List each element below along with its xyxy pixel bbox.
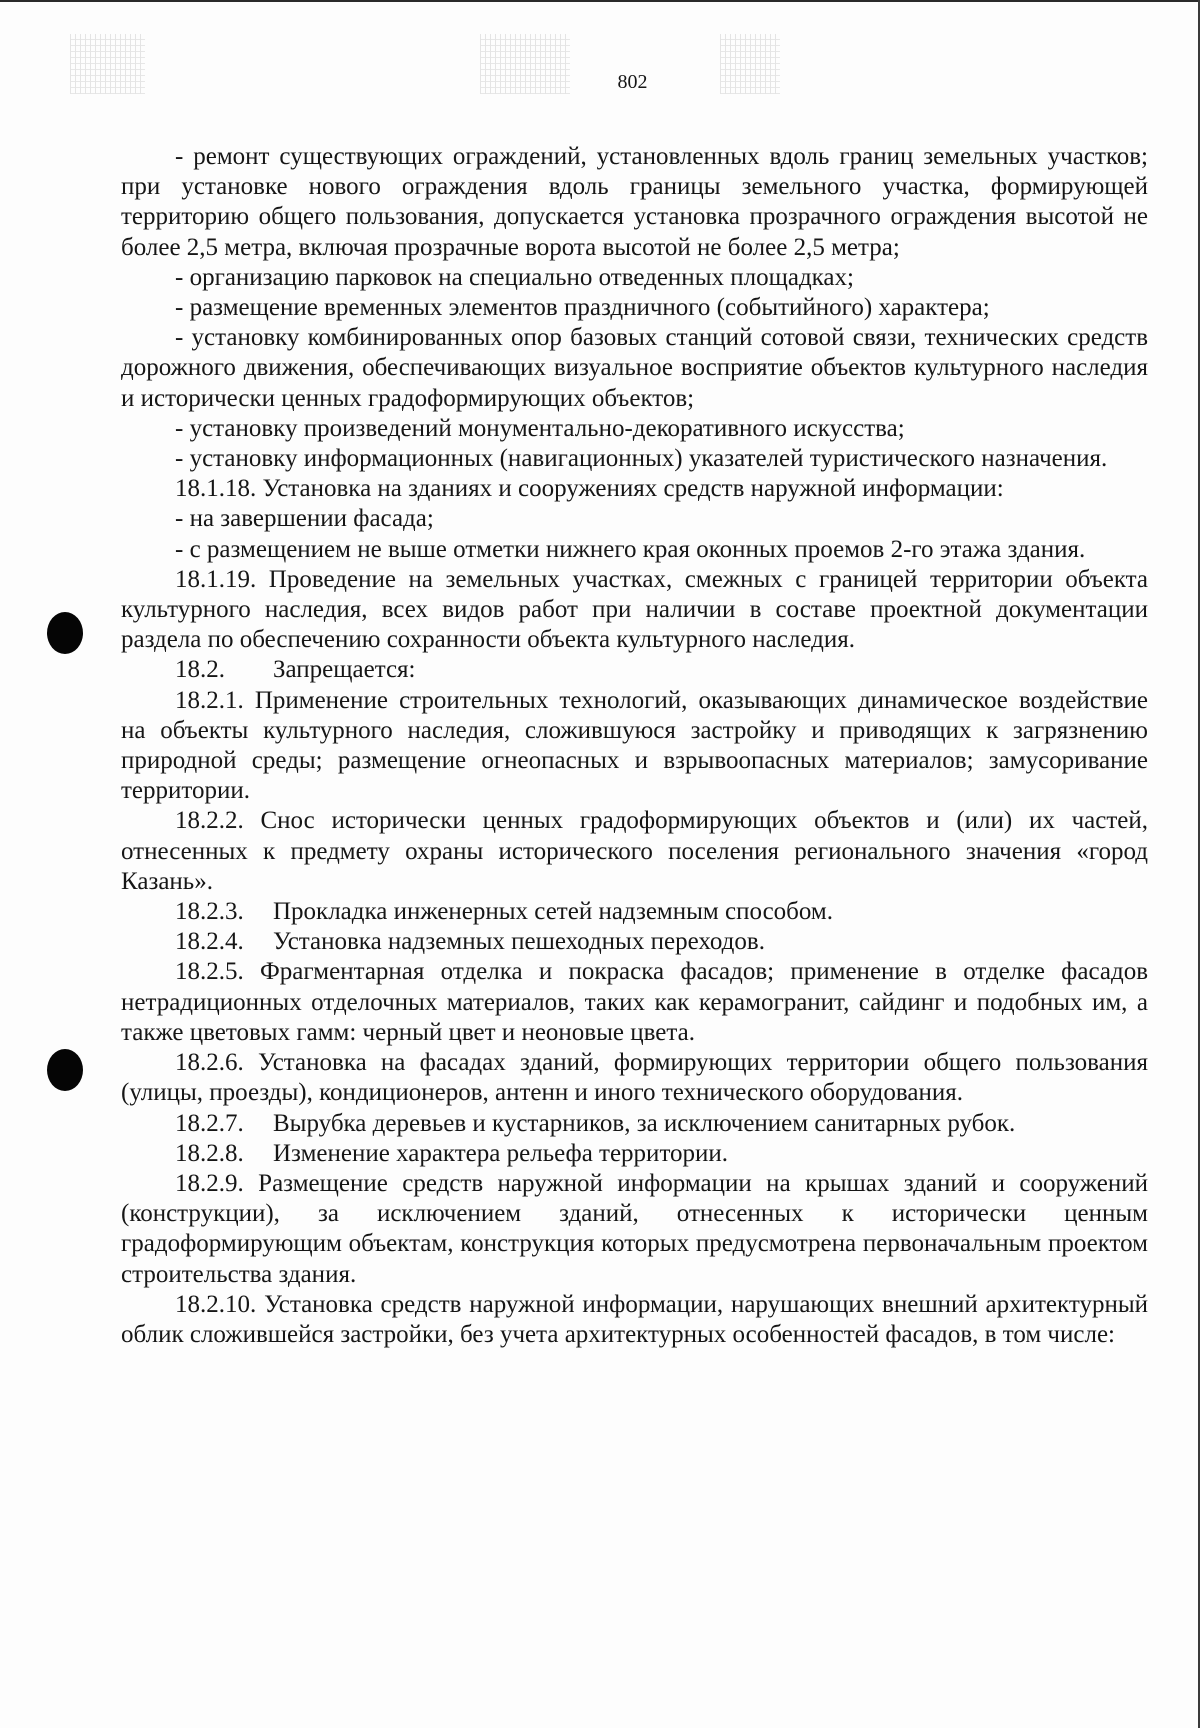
paragraph-number: 18.2. <box>175 656 225 684</box>
paragraph-text: - ремонт существующих ограждений, установленных вдоль границ земельных участков; при установке нового ограждения вдоль границы земельного участка, формирующей территорию общего пользования, допускается установка прозрачного ограждения высотой не более 2,5 метра, включая прозрачные ворота высотой не более 2,5 метра; <box>121 143 1148 261</box>
paragraph <box>121 1290 1148 1350</box>
paragraph <box>121 535 1148 565</box>
paragraph <box>121 142 1148 263</box>
paragraph <box>121 927 1148 957</box>
paragraph-text: Изменение характера рельефа территории. <box>273 1139 729 1167</box>
paragraph <box>121 323 1148 414</box>
paragraph <box>121 1139 1148 1169</box>
paragraph-number: 18.2.8. <box>175 1139 244 1167</box>
paragraph-text: 18.2.9. Размещение средств наружной информации на крышах зданий и сооружений (конструкции), за исключением зданий, отнесенных к исторически ценным градоформирующим объектам, конструкция которых предусмотрена первоначальным проектом строительства здания. <box>121 1169 1148 1288</box>
paragraph-text: 18.2.10. Установка средств наружной информации, нарушающих внешний архитектурный облик сложившейся застройки, без учета архитектурных особенностей фасадов, в том числе: <box>121 1290 1148 1348</box>
document-body <box>121 142 1148 1350</box>
paragraph <box>121 686 1148 807</box>
paragraph-text: Вырубка деревьев и кустарников, за исключением санитарных рубок. <box>273 1109 1016 1137</box>
paragraph <box>121 293 1148 323</box>
paragraph-text: - установку информационных (навигационных) указателей туристического назначения. <box>175 445 1108 473</box>
paragraph <box>121 655 1148 685</box>
paragraph <box>121 504 1148 534</box>
paragraph <box>121 1109 1148 1139</box>
paragraph-text: 18.2.1. Применение строительных технологий, оказывающих динамическое воздействие на объекты культурного наследия, сложившуюся застройку и приводящих к загрязнению природной среды; размещение огнеопасных и взрывоопасных материалов; замусоривание территории. <box>121 686 1148 805</box>
paragraph <box>121 806 1148 897</box>
paragraph <box>121 444 1148 474</box>
paragraph-number: 18.2.4. <box>175 928 244 956</box>
paragraph <box>121 1169 1148 1290</box>
paragraph <box>121 1048 1148 1108</box>
paragraph-text: Прокладка инженерных сетей надземным способом. <box>273 898 833 926</box>
paragraph <box>121 414 1148 444</box>
paragraph-text: - размещение временных элементов праздничного (событийного) характера; <box>175 294 990 322</box>
paragraph <box>121 263 1148 293</box>
paragraph <box>121 897 1148 927</box>
paragraph <box>121 565 1148 656</box>
paragraph-text: 18.2.5. Фрагментарная отделка и покраска фасадов; применение в отделке фасадов нетрадиционных отделочных материалов, таких как керамогранит, сайдинг и подобных им, а также цветовых гамм: черный цвет и неоновые цвета. <box>121 958 1148 1046</box>
paragraph-text: Установка надземных пешеходных переходов. <box>273 928 765 956</box>
paragraph-number: 18.2.7. <box>175 1109 244 1137</box>
paragraph <box>121 957 1148 1048</box>
paragraph-text: - организацию парковок на специально отведенных площадках; <box>175 263 854 291</box>
paragraph-number: 18.2.3. <box>175 898 244 926</box>
paragraph-text: - установку комбинированных опор базовых станций сотовой связи, технических средств дорожного движения, обеспечивающих визуальное восприятие объектов культурного наследия и исторически ценных градоформирующих объектов; <box>121 324 1148 412</box>
punch-hole <box>47 612 83 654</box>
paragraph-text: - на завершении фасада; <box>175 505 434 533</box>
page-number: 802 <box>617 71 648 93</box>
paragraph-text: 18.2.6. Установка на фасадах зданий, формирующих территории общего пользования (улицы, проезды), кондиционеров, антенн и иного технического оборудования. <box>121 1049 1148 1107</box>
paragraph-text: 18.1.18. Установка на зданиях и сооружениях средств наружной информации: <box>175 475 1004 503</box>
paragraph-text: 18.1.19. Проведение на земельных участках, смежных с границей территории объекта культурного наследия, всех видов работ при наличии в составе проектной документации раздела по обеспечению сохранности объекта культурного наследия. <box>121 565 1148 654</box>
paragraph <box>121 474 1148 504</box>
paragraph-text: 18.2.2. Снос исторически ценных градоформирующих объектов и (или) их частей, отнесенных к предмету охраны исторического поселения регионального значения «город Казань». <box>121 807 1148 895</box>
punch-hole <box>47 1049 83 1091</box>
paragraph-text: - установку произведений монументально-декоративного искусства; <box>175 414 905 442</box>
paragraph-text: Запрещается: <box>273 656 416 684</box>
scan-edge-top <box>0 0 1200 2</box>
paragraph-text: - с размещением не выше отметки нижнего края оконных проемов 2-го этажа здания. <box>175 535 1086 563</box>
